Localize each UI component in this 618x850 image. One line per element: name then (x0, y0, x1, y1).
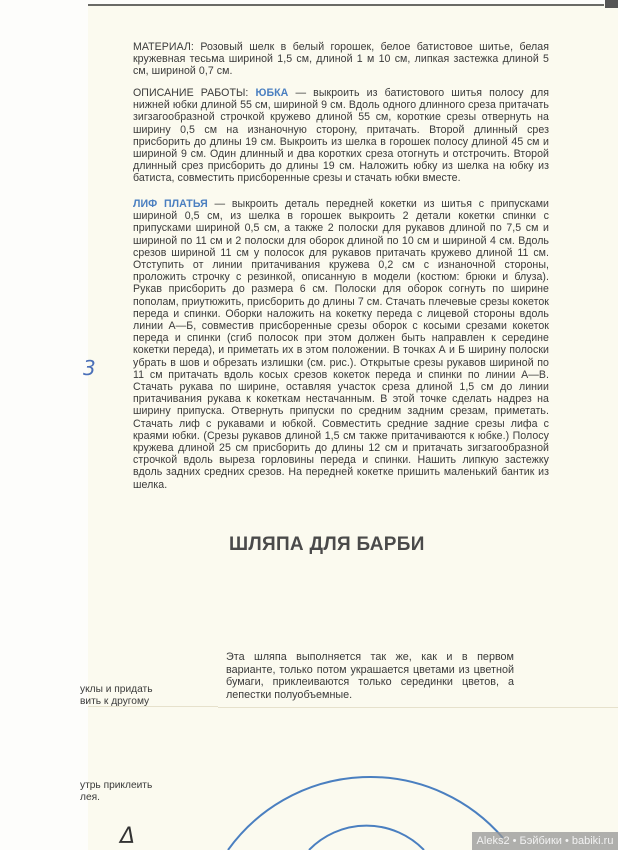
material-label: МАТЕРИАЛ: (133, 41, 194, 53)
bodice-heading: ЛИФ ПЛАТЬЯ (133, 198, 208, 210)
work-description-label: ОПИСАНИЕ РАБОТЫ: (133, 87, 256, 99)
fragment-line: уклы и придать (80, 684, 153, 695)
material-text: Розовый шелк в белый горошек, белое батистовое шитье, белая кружевная тесьма шириной 1,5 см, длиной 1 м 10 см, липкая застежка длиной 5 см, шириной 0,7 см. (133, 41, 549, 78)
handwritten-mark-3: 3 (83, 356, 96, 380)
hat-heading: ШЛЯПА ДЛЯ БАРБИ (229, 534, 425, 555)
outer-arc (228, 777, 503, 850)
handwritten-mark-a: Δ (120, 824, 136, 849)
watermark: Aleks2 • Бэйбики • babiki.ru (472, 832, 618, 850)
bodice-text: — выкроить деталь передней кокетки из шитья с припусками шириной 0,5 см, из шелка в горошек выкроить 2 детали кокетки спинки с припусками шириной 0,5 см, а также 2 полоски для рукавов длиной по 7,5 см и шириной по 11 см и 2 полоски для оборок длиной по 10 см и шириной 4 см. Вдоль срезов шириной 11 см у полосок для рукавов притачать кружево длиной 11 см. Отступить от линии притачивания кружева 0,2 см с изнаночной стороны, проложить строчку с резинкой, описанную в модели (костюм: брюки и блуза). Рукав присборить до размера 6 см. Полоски для оборок согнуть по ширине пополам, приутюжить, присборить до длины 7 см. Стачать плечевые срезы кокеток переда и спинки. Оборки наложить на кокетку переда с лицевой стороны вдоль линии А—Б, совместив присборенные срезы оборок с косыми срезами кокеток переда и спинки (сгиб полосок при этом должен быть направлен к середине кокетки переда), и приметать их в этом положении. В точках А и Б ширину полоски убрать в шов и обрезать излишки (см. рис.). Открытые срезы рукавов шириной по 11 см притачать вдоль косых срезов кокеток переда и спинки по линии А—В. Стачать рукава по ширине, оставляя участок среза длиной 1,5 см до линии притачивания рукава к кокеткам нестачанным. В этой точке сделать надрез на ширину припуска. Отвернуть припуски по средним задним срезам, приметать. Стачать лиф с рукавами и юбкой. Совместить средние задние срезы лифа с краями юбки. (Срезы рукавов длиной 1,5 см также притачиваются к юбке.) Полосу кружева длиной 25 см присборить до длины 12 см и притачать зигзагообразной строчкой вдоль выреза горловины переда и спинки. Нашить липкую застежку вдоль задних средних срезов. На передней кокетке пришить маленький бантик из шелка. (133, 198, 550, 491)
fragment-line: лея. (80, 792, 100, 803)
fragment-line: утрь приклеить (80, 780, 153, 791)
fragment-line: вить к другому (80, 696, 150, 707)
skirt-text: — выкроить из батистового шитья полосу для нижней юбки длиной 55 см, шириной 9 см. Вдоль одного длинного среза притачать зигзагообразной строчкой кружево длиной 55 см, короткие срезы отвернуть на ширину 0,5 см на изнаночную сторону, притачать. Второй длинный срез присборить до длины 19 см. Выкроить из шелка в горошек полосу длиной 45 см и шириной 9 см. Один длинный и два коротких среза отогнуть и отстрочить. Второй длинный срез присборить до длины 19 см. Наложить юбку из шелка на юбку из батиста, совместить присборенные срезы и стачать юбки вместе. (133, 87, 549, 185)
hat-paragraph: Эта шляпа выполняется так же, как и в первом варианте, только потом украшается цветами из цветной бумаги, приклеиваются только серединки цветов, а лепестки полуобъемные. (226, 651, 514, 701)
skirt-heading: ЮБКА (255, 87, 289, 99)
inner-arc (309, 826, 424, 850)
